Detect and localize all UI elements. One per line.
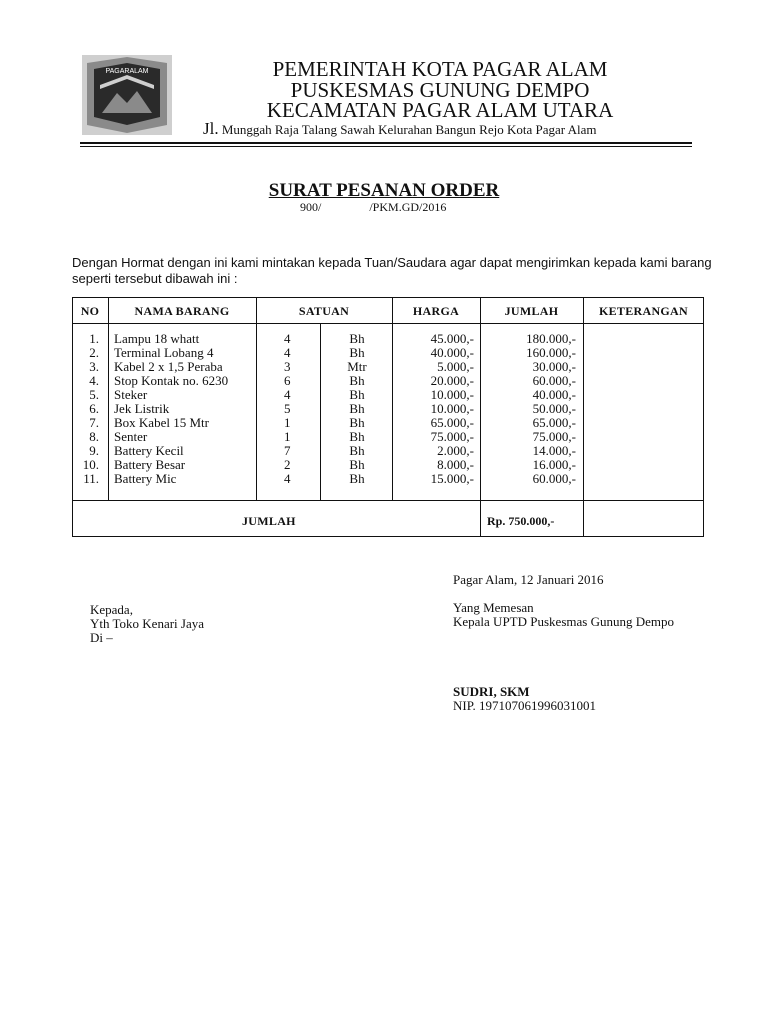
row-unit: Bh (349, 345, 365, 360)
row-qty: 5 (284, 401, 291, 416)
table-row (72, 472, 704, 486)
logo-text: PAGARALAM (105, 68, 149, 75)
address-text: Munggah Raja Talang Sawah Kelurahan Bangun Rejo Kota Pagar Alam (218, 122, 597, 137)
row-name: Box Kabel 15 Mtr (114, 415, 209, 430)
row-qty: 3 (284, 359, 291, 374)
row-amount: 160.000,- (526, 345, 576, 360)
header-address (203, 120, 597, 139)
row-no: 7. (89, 415, 99, 430)
row-price: 20.000,- (430, 373, 474, 388)
row-amount: 40.000,- (532, 387, 576, 402)
row-amount: 60.000,- (532, 373, 576, 388)
table-row (72, 444, 704, 458)
header-rule-thin (80, 146, 692, 147)
header-note: KETERANGAN (598, 304, 688, 318)
table-row (72, 388, 704, 402)
row-unit: Bh (349, 387, 365, 402)
table-row (72, 458, 704, 472)
header-line-1: PEMERINTAH KOTA PAGAR ALAM (272, 57, 608, 81)
total-label: JUMLAH (242, 514, 296, 528)
table-row (72, 402, 704, 416)
header-amount: JUMLAH (504, 304, 559, 318)
orderer-position: Kepala UPTD Puskesmas Gunung Dempo (453, 614, 674, 629)
table-row (72, 374, 704, 388)
document-number-part1: 900/ (300, 200, 322, 214)
orderer-label: Yang Memesan (453, 600, 534, 615)
row-unit: Bh (349, 401, 365, 416)
row-name: Stop Kontak no. 6230 (114, 373, 229, 388)
intro-paragraph: Dengan Hormat dengan ini kami mintakan kepada Tuan/Saudara agar dapat mengirimkan kepada kami barang seperti tersebut dibawah ini : (72, 255, 712, 286)
header-unit: SATUAN (298, 304, 350, 318)
row-price: 2.000,- (437, 443, 474, 458)
row-no: 10. (82, 457, 99, 472)
row-no: 1. (89, 331, 99, 346)
total-value: Rp. 750.000,- (487, 514, 555, 528)
table-row (72, 360, 704, 374)
header-name: NAMA BARANG (134, 304, 230, 318)
row-qty: 4 (284, 345, 291, 360)
recipient-line-1: Kepada, (90, 602, 133, 617)
row-name: Jek Listrik (114, 401, 170, 416)
row-qty: 1 (284, 415, 291, 430)
row-price: 10.000,- (430, 401, 474, 416)
row-name: Battery Mic (114, 471, 177, 486)
row-no: 3. (89, 359, 99, 374)
row-qty: 6 (284, 373, 291, 388)
place-date: Pagar Alam, 12 Januari 2016 (453, 572, 604, 587)
row-name: Lampu 18 whatt (114, 331, 200, 346)
recipient-line-2: Yth Toko Kenari Jaya (90, 616, 205, 631)
row-amount: 60.000,- (532, 471, 576, 486)
row-unit: Bh (349, 443, 365, 458)
row-no: 11. (83, 471, 99, 486)
header-no: NO (80, 304, 100, 318)
row-price: 40.000,- (430, 345, 474, 360)
row-amount: 50.000,- (532, 401, 576, 416)
row-qty: 2 (284, 457, 291, 472)
row-unit: Bh (349, 373, 365, 388)
row-name: Kabel 2 x 1,5 Peraba (114, 359, 223, 374)
document-title-text: SURAT PESANAN ORDER (268, 180, 500, 201)
row-unit: Bh (349, 429, 365, 444)
row-no: 5. (89, 387, 99, 402)
row-no: 4. (89, 373, 99, 388)
row-amount: 75.000,- (532, 429, 576, 444)
row-price: 65.000,- (430, 415, 474, 430)
row-unit: Bh (349, 331, 365, 346)
row-name: Battery Besar (114, 457, 186, 472)
row-qty: 4 (284, 331, 291, 346)
signer-name: SUDRI, SKM (453, 684, 530, 699)
header-price: HARGA (412, 304, 460, 318)
row-unit: Bh (349, 415, 365, 430)
row-amount: 65.000,- (532, 415, 576, 430)
header-line-2: PUSKESMAS GUNUNG DEMPO (290, 78, 590, 102)
signer-nip: NIP. 197107061996031001 (453, 698, 597, 713)
header-rule-thick (80, 142, 692, 144)
row-price: 15.000,- (430, 471, 474, 486)
row-no: 6. (89, 401, 99, 416)
row-unit: Bh (349, 471, 365, 486)
document-number (300, 200, 446, 215)
recipient-line-3: Di – (90, 630, 113, 645)
table-row (72, 332, 704, 346)
row-qty: 4 (284, 387, 291, 402)
row-name: Battery Kecil (114, 443, 184, 458)
row-amount: 16.000,- (532, 457, 576, 472)
row-no: 8. (89, 429, 99, 444)
row-qty: 4 (284, 471, 291, 486)
row-qty: 1 (284, 429, 291, 444)
row-price: 75.000,- (430, 429, 474, 444)
row-name: Terminal Lobang 4 (114, 345, 214, 360)
table-row (72, 346, 704, 360)
row-no: 2. (89, 345, 99, 360)
address-prefix: Jl. (203, 119, 219, 138)
table-row (72, 416, 704, 430)
row-qty: 7 (284, 443, 291, 458)
city-emblem-icon (82, 55, 172, 135)
document-title (0, 180, 768, 202)
header-line-3: KECAMATAN PAGAR ALAM UTARA (266, 98, 614, 122)
row-amount: 30.000,- (532, 359, 576, 374)
row-price: 8.000,- (437, 457, 474, 472)
table-row (72, 430, 704, 444)
row-amount: 180.000,- (526, 331, 576, 346)
document-number-part2: /PKM.GD/2016 (369, 200, 447, 214)
row-unit: Bh (349, 457, 365, 472)
row-no: 9. (89, 443, 99, 458)
row-amount: 14.000,- (532, 443, 576, 458)
row-price: 45.000,- (430, 331, 474, 346)
row-price: 10.000,- (430, 387, 474, 402)
row-name: Senter (114, 429, 148, 444)
row-unit: Mtr (347, 359, 367, 374)
order-table (72, 297, 704, 537)
row-name: Steker (114, 387, 148, 402)
row-price: 5.000,- (437, 359, 474, 374)
